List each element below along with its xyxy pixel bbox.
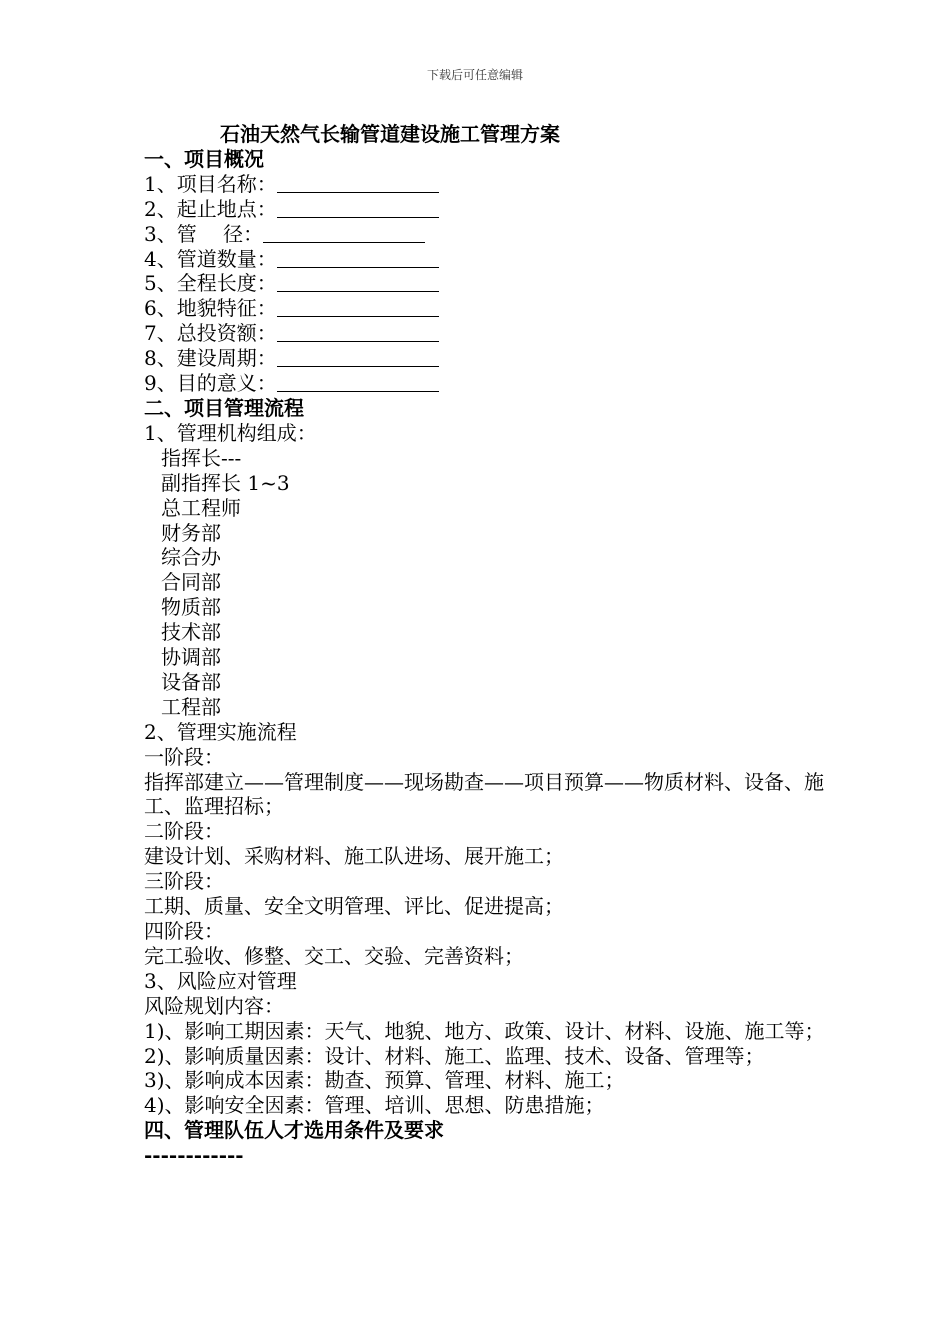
blank-line	[277, 172, 439, 193]
stage-label: 二阶段：	[144, 819, 224, 844]
risk-item: 1)、影响工期因素：天气、地貌、地方、政策、设计、材料、设施、施工等；	[144, 1018, 825, 1043]
document-body	[144, 122, 834, 1168]
org-item: 总工程师	[161, 495, 241, 520]
overview-item: 7、总投资额：	[144, 321, 834, 346]
overview-item: 8、建设周期：	[144, 346, 834, 371]
risk-item: 2)、影响质量因素：设计、材料、施工、监理、技术、设备、管理等；	[144, 1043, 765, 1068]
blank-line	[277, 271, 439, 292]
stage-label: 一阶段：	[144, 744, 224, 769]
stage-label: 三阶段：	[144, 869, 224, 894]
section4-heading: 四、管理队伍人才选用条件及要求	[144, 1118, 444, 1143]
org-item: 物质部	[161, 595, 221, 620]
org-item: 协调部	[161, 645, 221, 670]
blank-line	[263, 222, 425, 243]
overview-item: 6、地貌特征：	[144, 296, 834, 321]
section1-heading: 一、项目概况	[144, 146, 264, 171]
stage-text: 完工验收、修整、交工、交验、完善资料；	[144, 943, 524, 968]
stage-text: 指挥部建立——管理制度——现场勘查——项目预算——物质材料、设备、施工、监理招标；	[144, 769, 824, 819]
org-item: 指挥长---	[161, 445, 242, 470]
overview-item: 2、起止地点：	[144, 197, 834, 222]
org-item: 设备部	[161, 669, 221, 694]
blank-line	[277, 197, 439, 218]
blank-line	[277, 296, 439, 317]
risk-item: 4)、影响安全因素：管理、培训、思想、防患措施；	[144, 1093, 605, 1118]
impl-title: 2、管理实施流程	[144, 719, 297, 744]
org-item: 财务部	[161, 520, 221, 545]
blank-line	[277, 321, 439, 342]
risk-title: 3、风险应对管理	[144, 968, 297, 993]
stage-label: 四阶段：	[144, 919, 224, 943]
blank-line	[277, 346, 439, 367]
overview-item: 9、目的意义：	[144, 371, 834, 396]
overview-item: 4、管道数量：	[144, 247, 834, 272]
risk-item: 3)、影响成本因素：勘查、预算、管理、材料、施工；	[144, 1068, 625, 1093]
section4-trailer: ------------	[144, 1143, 244, 1168]
org-item: 副指挥长 1~3	[161, 470, 290, 495]
blank-line	[277, 247, 439, 268]
blank-line	[277, 371, 439, 392]
org-item: 综合办	[161, 545, 221, 570]
stage-text: 工期、质量、安全文明管理、评比、促进提高；	[144, 894, 564, 919]
stage-text: 建设计划、采购材料、施工队进场、展开施工；	[144, 844, 564, 869]
overview-item: 5、全程长度：	[144, 271, 834, 296]
section2-heading: 二、项目管理流程	[144, 395, 304, 420]
document-title: 石油天然气长输管道建设施工管理方案	[220, 122, 560, 146]
org-item: 技术部	[161, 620, 221, 645]
overview-item: 3、管 径：	[144, 222, 834, 247]
overview-item: 1、项目名称：	[144, 172, 834, 197]
org-item: 合同部	[161, 570, 221, 595]
org-title: 1、管理机构组成：	[144, 420, 317, 445]
page-header: 下载后可任意编辑	[426, 68, 523, 82]
org-item: 工程部	[161, 694, 221, 719]
risk-subtitle: 风险规划内容：	[144, 993, 284, 1018]
